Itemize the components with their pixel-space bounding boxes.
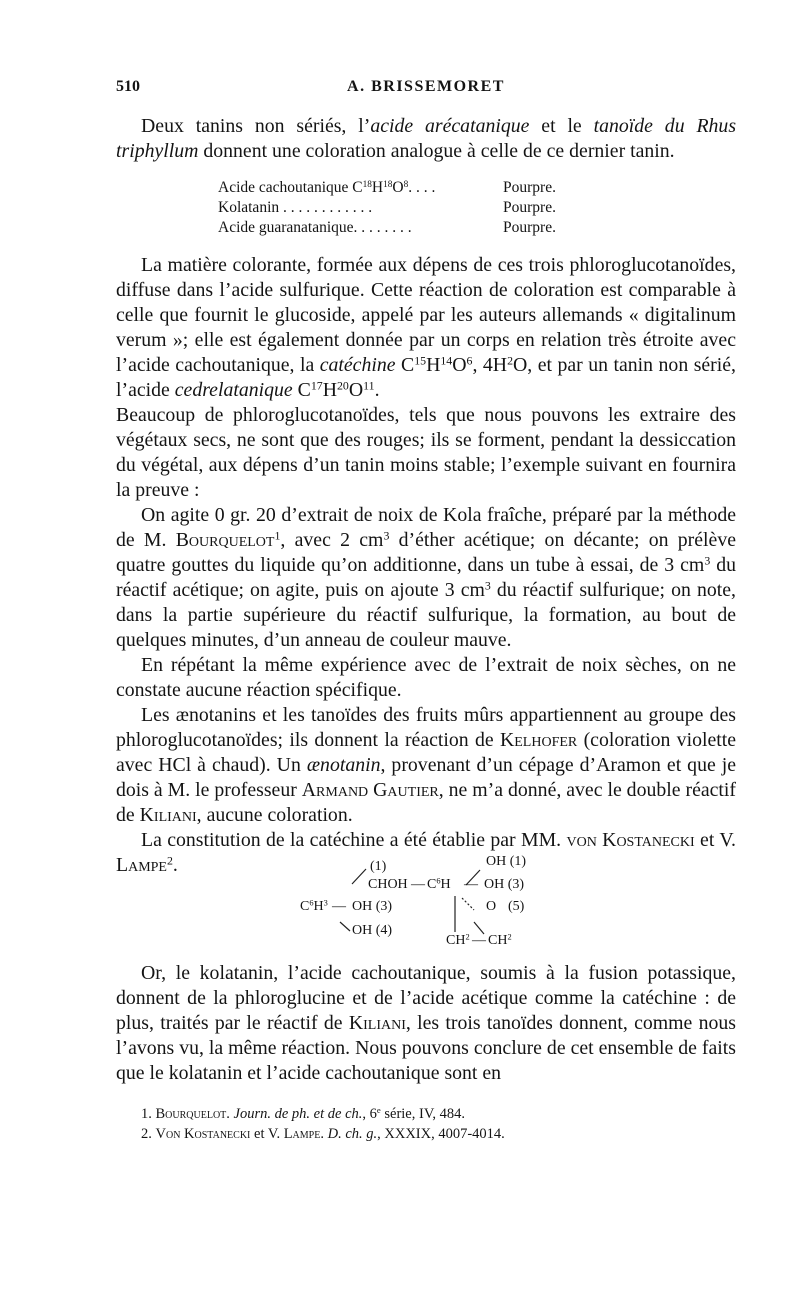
- list-item-label: Kolatanin . . . . . . . . . . . .: [218, 199, 373, 216]
- paragraph-main: [116, 253, 736, 878]
- list-item-result: Pourpre.: [503, 179, 556, 196]
- footnote: 2. Von Kostanecki et V. Lampe. D. ch. g., XXXIX, 4007-4014.: [141, 1126, 505, 1142]
- paragraph-text: Les ænotanins et les tanoïdes des fruits mûrs appartiennent au groupe des phloroglucotanoïdes; ils donnent la réaction de Kelhofer (coloration violette avec HCl à chaud). Un ænotanin, provenant d’un cépage d’Aramon et que je dois à M. le professeur Armand Gautier, ne m’a donné, avec le double réactif de Kiliani, aucune coloration.: [116, 704, 737, 826]
- formula-label: —: [332, 899, 346, 914]
- formula-label: OH (4): [352, 923, 393, 938]
- list-item: [218, 178, 618, 198]
- page-number: 510: [116, 78, 140, 95]
- formula-label: (5): [508, 899, 525, 914]
- paragraph-text: La matière colorante, formée aux dépens de ces trois phloroglucotanoïdes, diffuse dans l’acide sulfurique. Cette réaction de coloration est comparable à celle que fournit le glucoside, appelé par les auteurs allemands « digitalinum verum »; elle est également donnée par un corps en relation très étroite avec l’acide cachoutanique, la catéchine $C^{15}H^{14}O^6$, $4H^2O$, et par un tanin non sérié, l’acide cedrelatanique $C^{17}H^{20}O^{11}$.: [116, 254, 736, 401]
- formula-label: —: [411, 877, 425, 892]
- formula-label: OH (3): [484, 877, 525, 892]
- formula-label: OH (3): [352, 899, 393, 914]
- formula-label: $C^6H^3$: [300, 898, 328, 914]
- formula-label: —: [472, 933, 486, 948]
- formula-label: —: [464, 877, 478, 892]
- paragraph-text: Deux tanins non sériés, l’acide arécatanique et le tanoïde du Rhus triphyllum donnent une coloration analogue à celle de ce dernier tanin.: [116, 115, 737, 162]
- formula-label: O: [486, 899, 497, 914]
- paragraph-text: Beaucoup de phloroglucotanoïdes, tels que nous pouvons les extraire des végétaux secs, ne sont que des rouges; ils se forment, pendant la dessiccation du végétal, aux dépens d’un tanin moins stable; l’exemple suivant en fournira la preuve :: [116, 404, 736, 501]
- list-item: [218, 198, 618, 218]
- coloration-list: [218, 178, 618, 238]
- footnote: 1. Bourquelot. Journ. de ph. et de ch., 6e série, IV, 484.: [141, 1105, 466, 1122]
- footnotes: [141, 1104, 741, 1144]
- paragraph-text: Or, le kolatanin, l’acide cachoutanique, soumis à la fusion potassique, donnent de la phloroglucine et de l’acide acétique comme la catéchine : de plus, traités par le réactif de Kiliani, les trois tanoïdes donnent, comme nous l’avons vu, la même réaction. Nous pouvons conclure de cet ensemble de faits que le kolatanin et l’acide cachoutanique sont en: [116, 962, 737, 1084]
- paragraph-1: [116, 114, 736, 164]
- formula-label: $CH^2$: [488, 932, 512, 948]
- catechin-structural-formula: [300, 852, 560, 954]
- formula-label: $CH^2$: [446, 932, 470, 948]
- list-item: [218, 218, 618, 238]
- list-item-label: Acide guaranatanique. . . . . . . .: [218, 219, 412, 236]
- list-item-result: Pourpre.: [503, 219, 556, 236]
- list-item-label: Acide cachoutanique $C^{18}H^{18}O^8$. . . .: [218, 179, 436, 196]
- paragraph-text: On agite 0 gr. 20 d’extrait de noix de Kola fraîche, préparé par la méthode de M. Bourquelot$^1$, avec 2 $cm^3$ d’éther acétique; on décante; on prélève quatre gouttes du liquide qu’on additionne, dans un tube à essai, de 3 $cm^3$ du réactif acétique; on agite, puis on ajoute 3 $cm^3$ du réactif sulfurique; on note, dans la partie supérieure du réactif sulfurique, la formation, au bout de quelques minutes, d’un anneau de couleur mauve.: [116, 504, 736, 651]
- paragraph-text: La constitution de la catéchine a été établie par MM. von Kostanecki et V. Lampe$^2$.: [116, 829, 736, 876]
- formula-label: CHOH: [368, 877, 408, 892]
- paragraph-text: En répétant la même expérience avec de l’extrait de noix sèches, on ne constate aucune réaction spécifique.: [116, 654, 736, 701]
- formula-label: OH (1): [486, 854, 527, 869]
- formula-label: $C^6H$: [427, 876, 451, 892]
- list-item-result: Pourpre.: [503, 199, 556, 216]
- formula-label: (1): [370, 859, 387, 874]
- author-name: A. BRISSEMORET: [347, 78, 505, 95]
- paragraph-conclusion: [116, 961, 736, 1086]
- running-head: [116, 78, 736, 102]
